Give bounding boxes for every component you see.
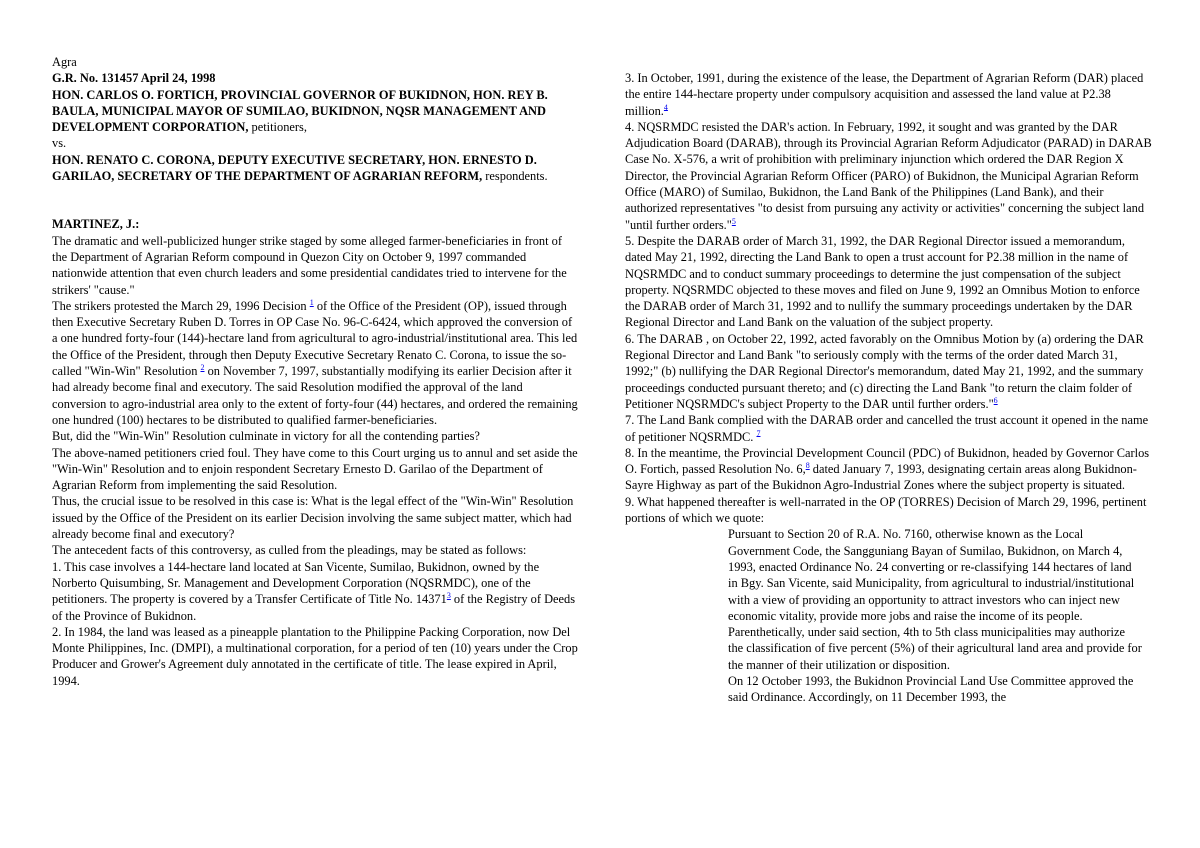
- paragraph: The above-named petitioners cried foul. They have come to this Court urging us to annul and set aside the "Win-Win" Resolution and to enjoin respondent Secretary Ernesto D. Garilao of the Department of Agrarian Reform from implementing the said Resolution.: [52, 445, 578, 493]
- respondents-role: respondents.: [482, 169, 548, 184]
- footnote-link-1[interactable]: 1: [309, 297, 314, 307]
- respondents-caption: [52, 152, 578, 185]
- footnote-link-3[interactable]: 3: [446, 591, 451, 601]
- versus: vs.: [52, 136, 67, 151]
- respondents-names: HON. RENATO C. CORONA, DEPUTY EXECUTIVE SECRETARY, HON. ERNESTO D. GARILAO, SECRETARY OF THE DEPARTMENT OF AGRARIAN REFORM,: [52, 152, 537, 184]
- case-number: G.R. No. 131457 April 24, 1998: [52, 71, 216, 86]
- text-run: 4. NQSRMDC resisted the DAR's action. In February, 1992, it sought and was granted by the DAR Adjudication Board (DARAB), through its Provincial Agrarian Reform Adjudicator (PARAD) in DARAB Case No. X-576, a writ of prohibition with preliminary injunction which ordered the DAR Region X Director, the Provincial Agrarian Reform Officer (PARO) of Bukidnon, the Municipal Agrarian Reform Office (MARO) of Sumilao, Bukidnon, the Land Bank of the Philippines (Land Bank), and their authorized representatives "to desist from pursuing any activity or activities" concerning the subject land "until further orders.": [625, 119, 1152, 232]
- paragraph: The antecedent facts of this controversy, as culled from the pleadings, may be stated as follows:: [52, 543, 527, 558]
- block-quote: On 12 October 1993, the Bukidnon Provincial Land Use Committee approved the said Ordinance. Accordingly, on 11 December 1993, the: [728, 673, 1134, 705]
- text-run: of the Office of the President (OP), issued through then Executive Secretary Ruben D. Torres in OP Case No. 96-C-6424, which approved the conversion of a one hundred forty-four (144)-hectare land from agricultural to agro-industrial/institutional area. This led the Office of the President, through then Deputy Executive Secretary Renato C. Corona, to issue the so-called "Win-Win" Resolution: [52, 298, 578, 379]
- text-run: of the Registry of Deeds of the Province of Bukidnon.: [52, 592, 576, 623]
- paragraph: [625, 445, 1153, 494]
- paragraph: 9. What happened thereafter is well-narrated in the OP (TORRES) Decision of March 29, 1996, pertinent portions of which we quote:: [625, 494, 1147, 526]
- text-run: 8. In the meantime, the Provincial Development Council (PDC) of Bukidnon, headed by Governor Carlos O. Fortich, passed Resolution No. 6,: [625, 445, 1150, 477]
- paragraph: [625, 412, 1153, 445]
- petitioners-caption: [52, 87, 578, 136]
- petitioners-names: HON. CARLOS O. FORTICH, PROVINCIAL GOVERNOR OF BUKIDNON, HON. REY B. BAULA, MUNICIPAL MAYOR OF SUMILAO, BUKIDNON, NQSR MANAGEMENT AND DEVELOPMENT CORPORATION,: [52, 87, 548, 135]
- source-label: Agra: [52, 55, 77, 69]
- footnote-link-4[interactable]: 4: [663, 102, 668, 112]
- right-column: [625, 70, 1153, 706]
- petitioners-role: petitioners,: [248, 120, 307, 135]
- text-run: 1. This case involves a 144-hectare land located at San Vicente, Sumilao, Bukidnon, owned by the Norberto Quisumbing, Sr. Management and Development Corporation (NQSRMDC), one of the petitioners. The property is covered by a Transfer Certificate of Title No. 14371: [52, 559, 540, 607]
- paragraph: 5. Despite the DARAB order of March 31, 1992, the DAR Regional Director issued a memorandum, dated May 21, 1992, directing the Land Bank to open a trust account for P2.38 million in the name of NQSRMDC and to conduct summary proceedings to determine the just compensation of the subject property. NQSRMDC objected to these moves and filed on June 9, 1992 an Omnibus Motion to enforce the DARAB order of March 31, 1992 and to nullify the summary proceedings undertaken by the DAR Regional Director and Land Bank on the valuation of the subject property.: [625, 233, 1140, 330]
- text-run: 3. In October, 1991, during the existence of the lease, the Department of Agrarian Reform (DAR) placed the entire 144-hectare property under compulsory acquisition and assessed the land value at P2.38 million.: [625, 71, 1144, 118]
- paragraph: [52, 298, 578, 428]
- text-run: 6. The DARAB , on October 22, 1992, acted favorably on the Omnibus Motion by (a) ordering the DAR Regional Director and Land Bank "to seriously comply with the terms of the order dated March 31, 1992;" (b) nullifying the DAR Regional Director's memorandum, dated May 21, 1992, and the summary proceedings conducted pursuant thereto; and (c) directing the Land Bank "to return the claim folder of Petitioner NQSRMDC's subject Property to the DAR until further orders.": [625, 331, 1144, 411]
- paragraph: [52, 559, 578, 624]
- paragraph: [625, 331, 1153, 412]
- text-run: dated January 7, 1993, designating certain areas along Bukidnon-Sayre Highway as part of the Bukidnon Agro-Industrial Zones where the subject property is situated.: [625, 462, 1137, 493]
- paragraph: 2. In 1984, the land was leased as a pineapple plantation to the Philippine Packing Corporation, now Del Monte Philippines, Inc. (DMPI), a multinational corporation, for a period of ten (10) years under the Crop Producer and Grower's Agreement duly annotated in the certificate of title. The lease expired in April, 1994.: [52, 624, 578, 688]
- paragraph: [625, 70, 1153, 119]
- text-run: on November 7, 1997, substantially modifying its earlier Decision after it had already become final and executory. The said Resolution modified the approval of the land conversion to agro-industrial area only to the extent of forty-four (44) hectares, and ordered the remaining one hundred (100) hectares to be distributed to qualified farmer-beneficiaries.: [52, 364, 578, 427]
- left-column: [52, 54, 578, 689]
- footnote-link-7[interactable]: 7: [756, 428, 761, 438]
- block-quote: Parenthetically, under said section, 4th to 5th class municipalities may authorize the classification of five percent (5%) of their agricultural land area and provide for the manner of their utilization or disposition.: [728, 625, 1142, 672]
- ponente: MARTINEZ, J.:: [52, 217, 140, 232]
- spacer: [52, 184, 578, 216]
- paragraph: But, did the "Win-Win" Resolution culminate in victory for all the contending parties?: [52, 429, 480, 444]
- block-quote: Pursuant to Section 20 of R.A. No. 7160, otherwise known as the Local Government Code, the Sangguniang Bayan of Sumilao, Bukidnon, on March 4, 1993, enacted Ordinance No. 24 converting or re-classifying 144 hectares of land in Bgy. San Vicente, said Municipality, from agricultural to industrial/institutional with a view of providing an opportunity to attract investors who can inject new economic vitality, provide more jobs and raise the income of its people.: [728, 527, 1135, 623]
- paragraph: Thus, the crucial issue to be resolved in this case is: What is the legal effect of the "Win-Win" Resolution issued by the Office of the President on its earlier Decision involving the same subject matter, which had already become final and executory?: [52, 494, 574, 542]
- footnote-link-5[interactable]: 5: [731, 216, 736, 226]
- footnote-link-2[interactable]: 2: [200, 362, 205, 372]
- paragraph: The dramatic and well-publicized hunger strike staged by some alleged farmer-beneficiaries in front of the Department of Agrarian Reform compound in Quezon City on October 9, 1997 commanded nationwide attention that even church leaders and some presidential candidates tried to intervene for the strikers' "cause.": [52, 233, 567, 297]
- footnote-link-6[interactable]: 6: [993, 395, 998, 405]
- footnote-link-8[interactable]: 8: [805, 461, 810, 470]
- paragraph: [625, 119, 1153, 233]
- text-run: The strikers protested the March 29, 1996 Decision: [52, 298, 310, 313]
- text-run: 7. The Land Bank complied with the DARAB order and cancelled the trust account it opened in the name of petitioner NQSRMDC.: [625, 413, 1149, 444]
